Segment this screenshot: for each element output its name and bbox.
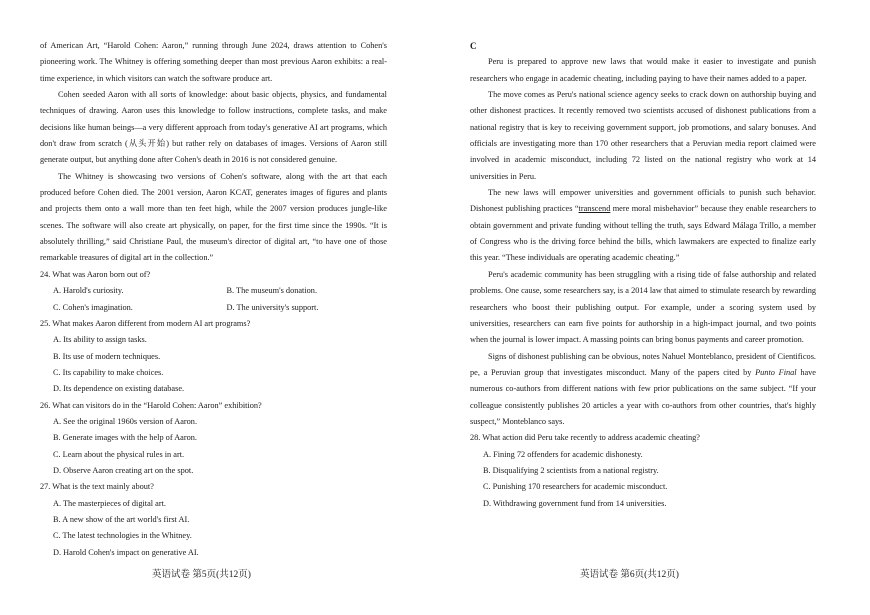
question-24-stem: 24. What was Aaron born out of? xyxy=(40,269,151,279)
question-26-option-c: C. Learn about the physical rules in art. xyxy=(53,449,185,459)
question-27-option-c: C. The latest technologies in the Whitney. xyxy=(53,531,192,541)
right-paragraph-5 xyxy=(470,349,816,431)
question-26-option-b: B. Generate images with the help of Aaron. xyxy=(53,433,198,443)
question-25 xyxy=(40,316,387,398)
question-27-option-d: D. Harold Cohen's impact on generative AI. xyxy=(53,547,199,557)
question-27-option-a: A. The masterpieces of digital art. xyxy=(53,498,166,508)
question-25-option-b: B. Its use of modern techniques. xyxy=(53,351,161,361)
right-page-footer: 英语试卷 第6页(共12页) xyxy=(580,570,679,580)
right-paragraph-3 xyxy=(470,185,816,267)
underlined-word-transcend: transcend xyxy=(578,204,611,214)
left-paragraph-1: of American Art, “Harold Cohen: Aaron,” running through June 2024, draws attention to Cohen's pioneering work. The Whitney is offering something deeper than most previous Aaron exhibits: a real-time experience, in which visitors can watch the software produce art. xyxy=(40,41,387,83)
question-24 xyxy=(40,267,387,316)
right-paragraph-3-end: mere moral misbehavior” because they enable researchers to obtain government and private funding without telling the truth, says Edward Málaga Trillo, a member of Congress who is the driving force behind the bills, which lawmakers are expected to finalize early this year. “These individuals are operating academic cheating.” xyxy=(470,204,816,263)
right-paragraph-5-start: Signs of dishonest publishing can be obvious, notes Nahuel Monteblanco, president of Cientificos. pe, a Peruvian group that investigates misconduct. Many of the papers cited by xyxy=(470,351,816,377)
section-heading: C xyxy=(470,41,477,51)
left-page xyxy=(40,38,387,561)
right-paragraph-3-start: The new laws will empower universities and government officials to punish such behavior. Dishonest publishing practices “ xyxy=(470,188,816,214)
question-25-option-d: D. Its dependence on existing database. xyxy=(53,384,185,394)
question-28-option-c: C. Punishing 170 researchers for academic misconduct. xyxy=(483,482,668,492)
question-26-option-a: A. See the original 1960s version of Aaron. xyxy=(53,416,198,426)
right-paragraph-5-end: have numerous co-authors from different nations with few prior publications on the same subject. “If your colleague consistently publishes 20 articles a year with co-authors from other countries, that's highly suspect,” Monteblanco says. xyxy=(470,367,816,426)
left-page-footer: 英语试卷 第5页(共12页) xyxy=(152,570,251,580)
left-paragraph-3: The Whitney is showcasing two versions of Cohen's software, along with the art that each produced before Cohen died. The 2001 version, Aaron KCAT, generates images of figures and plants and projects them onto a wall more than ten feet high, while the 2007 version produces jungle-like scenes. The software will also create art physically, on paper, for the first time since the 1990s. “It is absolutely thrilling,” said Christiane Paul, the museum's director of digital art, “to have one of those remarkable treasures of digital art in the collection.” xyxy=(40,171,387,263)
question-24-option-b: B. The museum's donation. xyxy=(226,286,318,296)
question-24-option-c: C. Cohen's imagination. xyxy=(53,302,133,312)
right-page xyxy=(470,38,816,512)
question-24-option-d: D. The university's support. xyxy=(226,302,319,312)
question-27-option-b: B. A new show of the art world's first AI. xyxy=(53,514,190,524)
question-27 xyxy=(40,479,387,561)
question-28 xyxy=(470,430,816,512)
question-27-stem: 27. What is the text mainly about? xyxy=(40,482,154,492)
right-paragraph-2: The move comes as Peru's national science agency seeks to crack down on authorship buying and other dishonest practices. It recently removed two scientists accused of dishonest publications from a national registry that is key to receiving government support, job promotions, and salary bonuses. And officials are investigating more than 170 other researchers that a Peruvian media report claimed were involved in academic misconduct, including 72 listed on the national registry who work at 14 universities in Peru. xyxy=(470,90,816,181)
question-24-option-a: A. Harold's curiosity. xyxy=(53,286,124,296)
question-28-option-a: A. Fining 72 offenders for academic dishonesty. xyxy=(483,449,643,459)
question-25-option-c: C. Its capability to make choices. xyxy=(53,367,164,377)
question-25-stem: 25. What makes Aaron different from modern AI art programs? xyxy=(40,318,251,328)
right-paragraph-1: Peru is prepared to approve new laws that would make it easier to investigate and punish researchers who engage in academic cheating, including paying to have their names added to a paper. xyxy=(470,57,816,83)
question-28-option-b: B. Disqualifying 2 scientists from a national registry. xyxy=(483,465,659,475)
italic-title-punto-final: Punto Final xyxy=(755,367,797,377)
question-28-option-d: D. Withdrawing government fund from 14 universities. xyxy=(483,498,667,508)
question-26 xyxy=(40,398,387,480)
right-paragraph-4: Peru's academic community has been struggling with a rising tide of false authorship and related problems. One cause, some researchers say, is a 2014 law that aimed to stimulate research by rewarding researchers who boost their publishing output. For example, under a scoring system used by universities, researchers can earn five points for authorship in a high-impact journal, and two points when the journal is lower impact. A massing points can bring bonus payments and career promotion. xyxy=(470,269,816,345)
question-26-stem: 26. What can visitors do in the “Harold Cohen: Aaron” exhibition? xyxy=(40,400,262,410)
left-paragraph-2: Cohen seeded Aaron with all sorts of knowledge: about basic objects, physics, and fundamental techniques of drawing. Aaron uses this knowledge to follow instructions, complete tasks, and make decisions like human beings—a very different approach from today's generative AI art programs, which don't draw from scratch (从头开始) but rather rely on databases of images. Versions of Aaron still generate output, but anything done after Cohen's death in 2016 is not considered genuine. xyxy=(40,90,387,165)
question-25-option-a: A. Its ability to assign tasks. xyxy=(53,335,147,345)
question-26-option-d: D. Observe Aaron creating art on the spot. xyxy=(53,465,194,475)
question-28-stem: 28. What action did Peru take recently to address academic cheating? xyxy=(470,433,700,443)
